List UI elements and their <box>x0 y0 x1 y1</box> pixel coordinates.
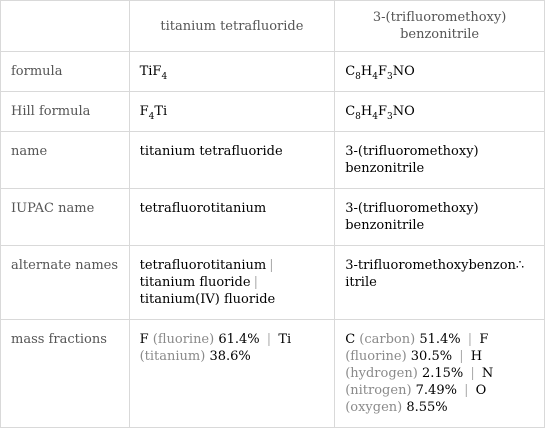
separator: | <box>467 332 473 347</box>
element-symbol: F <box>139 332 153 347</box>
formula-text: F <box>139 104 149 119</box>
element-symbol: H <box>470 349 483 364</box>
mass-fractions-a <box>129 320 335 428</box>
alternate-names-a <box>129 246 335 320</box>
table-row <box>1 132 545 189</box>
corner-cell <box>1 1 130 52</box>
element-name: (carbon) <box>359 332 420 347</box>
formula-subscript: 4 <box>372 112 378 122</box>
alternate-name: titanium fluoride <box>139 275 251 290</box>
formula-subscript: 8 <box>355 112 361 122</box>
formula-text: NO <box>392 104 415 119</box>
table-row <box>1 92 545 132</box>
element-name: (oxygen) <box>345 400 407 415</box>
element-name: (hydrogen) <box>345 366 422 381</box>
formula-text: F <box>377 104 387 119</box>
fraction-value: 8.55% <box>406 400 448 415</box>
separator: | <box>266 332 272 347</box>
mass-fraction-item <box>140 332 260 347</box>
separator: | <box>470 366 475 381</box>
iupac-name-b: 3-(trifluoromethoxy) benzonitrile <box>335 189 545 246</box>
formula-text: F <box>377 64 387 79</box>
fraction-value: 30.5% <box>410 349 453 364</box>
formula-text: TiF <box>139 64 162 79</box>
formula-subscript: 4 <box>372 72 378 82</box>
separator: | <box>253 275 258 290</box>
formula-subscript: 4 <box>161 72 168 82</box>
row-label-name: name <box>1 132 130 189</box>
fraction-value: 51.4% <box>419 332 461 347</box>
fraction-value: 38.6% <box>209 349 251 364</box>
element-name: (titanium) <box>139 349 210 364</box>
formula-text: H <box>360 104 373 119</box>
formula-a <box>129 52 335 92</box>
table-row <box>1 246 545 320</box>
header-row <box>1 1 545 52</box>
hill-formula-b <box>335 92 545 132</box>
formula-subscript: 8 <box>355 72 361 82</box>
separator: | <box>464 383 469 398</box>
formula-text: Ti <box>154 104 168 119</box>
row-label-hill-formula: Hill formula <box>1 92 130 132</box>
mass-fractions-b <box>335 320 545 428</box>
formula-subscript: 4 <box>148 112 155 122</box>
name-a: titanium tetrafluoride <box>129 132 335 189</box>
name-b: 3-(trifluoromethoxy) benzonitrile <box>335 132 545 189</box>
separator: | <box>269 258 274 273</box>
formula-text: NO <box>392 64 415 79</box>
table-row <box>1 320 545 428</box>
formula-text: C <box>345 104 356 119</box>
fraction-value: 7.49% <box>415 383 457 398</box>
element-symbol: F <box>479 332 489 347</box>
row-label-mass-fractions: mass fractions <box>1 320 130 428</box>
table-row <box>1 52 545 92</box>
row-label-alternate-names: alternate names <box>1 246 130 320</box>
hill-formula-a <box>129 92 335 132</box>
fraction-value: 61.4% <box>218 332 260 347</box>
alternate-name: titanium(IV) fluoride <box>139 292 276 307</box>
element-symbol: Ti <box>278 332 292 347</box>
formula-text: C <box>345 64 356 79</box>
formula-subscript: 3 <box>386 112 393 122</box>
element-symbol: C <box>345 332 360 347</box>
table-row <box>1 189 545 246</box>
formula-text: H <box>360 64 373 79</box>
column-header-trifluoromethoxy-benzonitrile: 3-(trifluoromethoxy) benzonitrile <box>335 1 545 52</box>
iupac-name-a: tetrafluorotitanium <box>129 189 335 246</box>
formula-b <box>335 52 545 92</box>
element-name: (nitrogen) <box>345 383 416 398</box>
element-name: (fluorine) <box>152 332 219 347</box>
row-label-formula: formula <box>1 52 130 92</box>
mass-fraction-item <box>345 332 460 347</box>
fraction-value: 2.15% <box>421 366 464 381</box>
column-header-titanium-tetrafluoride: titanium tetrafluoride <box>129 1 335 52</box>
element-name: (fluorine) <box>345 349 411 364</box>
row-label-iupac-name: IUPAC name <box>1 189 130 246</box>
element-symbol: N <box>481 366 494 381</box>
alternate-names-b: 3-trifluoromethoxybenzon∴ itrile <box>335 246 545 320</box>
element-symbol: O <box>475 383 487 398</box>
separator: | <box>459 349 464 364</box>
alternate-name: tetrafluorotitanium <box>139 258 267 273</box>
formula-subscript: 3 <box>386 72 393 82</box>
